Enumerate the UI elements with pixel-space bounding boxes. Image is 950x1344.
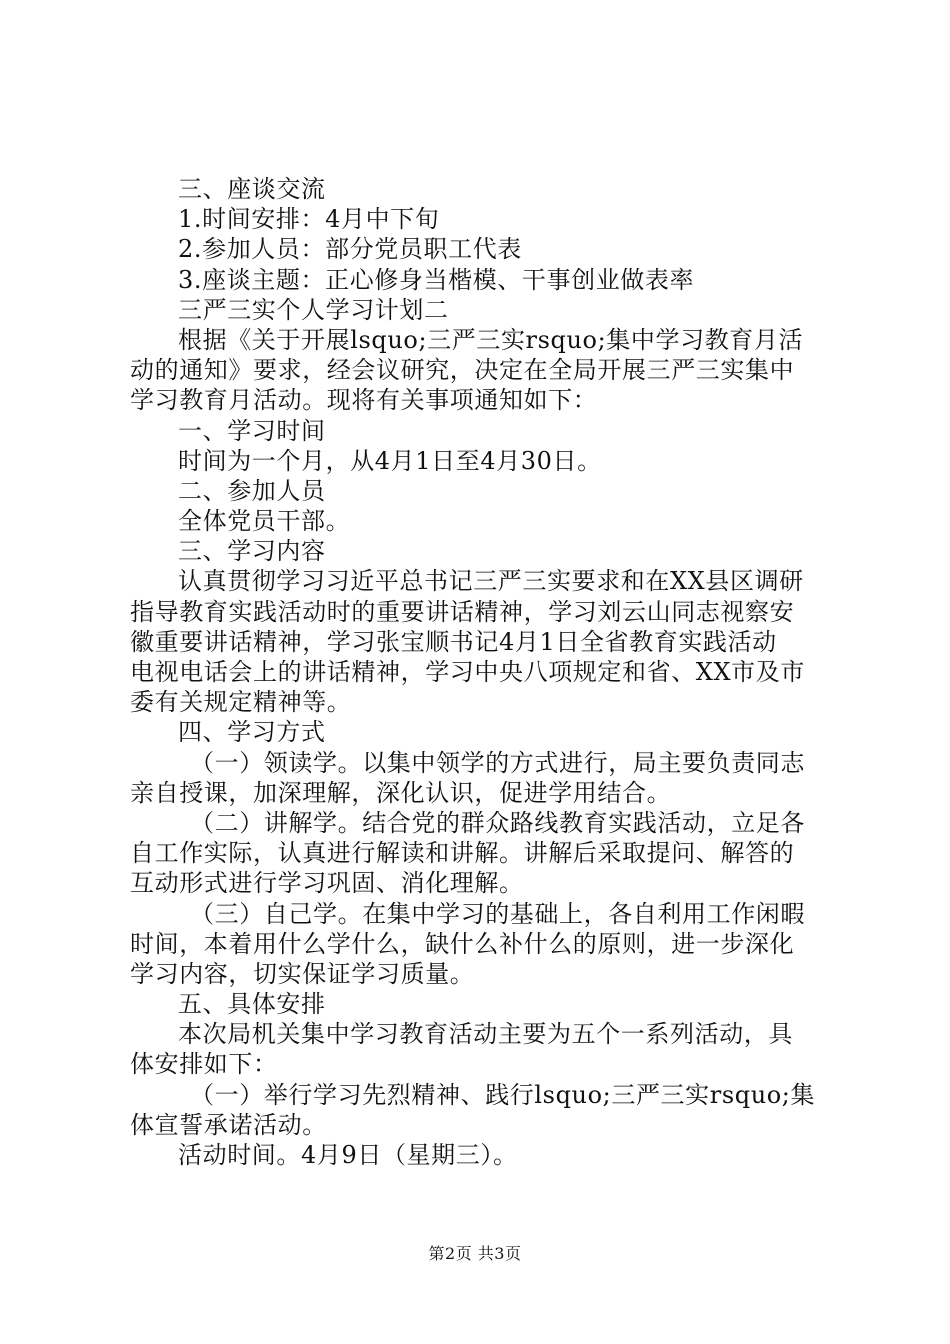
text-line: 三、座谈交流 xyxy=(178,175,326,203)
text-line: 电视电话会上的讲话精神，学习中央八项规定和省、XX市及市 xyxy=(130,658,805,686)
text-line: 时间为一个月，从4月1日至4月30日。 xyxy=(178,446,602,475)
text-line: 3.座谈主题：正心修身当楷模、干事创业做表率 xyxy=(178,265,695,294)
text-line: 三、学习内容 xyxy=(178,537,326,566)
text-line: 三严三实个人学习计划二 xyxy=(178,295,449,324)
document-body xyxy=(130,174,830,1170)
text-line: 亲自授课，加深理解，深化认识，促进学用结合。 xyxy=(130,778,672,807)
text-line: （二）讲解学。结合党的群众路线教育实践活动，立足各 xyxy=(190,808,805,837)
text-line: 一、学习时间 xyxy=(178,416,326,445)
text-line: 徽重要讲话精神，学习张宝顺书记4月1日全省教育实践活动 xyxy=(130,627,777,656)
text-line: 自工作实际，认真进行解读和讲解。讲解后采取提问、解答的 xyxy=(130,839,795,868)
page-footer xyxy=(0,1244,950,1264)
text-line: 根据《关于开展lsquo;三严三实rsquo;集中学习教育月活 xyxy=(178,325,804,354)
text-line: 动的通知》要求，经会议研究，决定在全局开展三严三实集中 xyxy=(130,356,795,385)
text-line: 五、具体安排 xyxy=(178,990,326,1019)
page-number-label: 第2页 共3页 xyxy=(428,1244,522,1263)
text-line: （一）领读学。以集中领学的方式进行，局主要负责同志 xyxy=(190,748,805,777)
text-line: 互动形式进行学习巩固、消化理解。 xyxy=(130,869,524,898)
text-line: 学习内容，切实保证学习质量。 xyxy=(130,959,475,988)
text-line: 学习教育月活动。现将有关事项通知如下： xyxy=(130,386,598,415)
text-line: 1.时间安排：4月中下旬 xyxy=(178,205,440,234)
text-line: 活动时间。4月9日（星期三）。 xyxy=(178,1141,518,1169)
text-line: 指导教育实践活动时的重要讲话精神，学习刘云山同志视察安 xyxy=(130,597,795,626)
text-line: 全体党员干部。 xyxy=(178,507,351,536)
text-line: 二、参加人员 xyxy=(178,476,326,505)
text-line: 本次局机关集中学习教育活动主要为五个一系列活动，具 xyxy=(178,1020,793,1049)
text-line: 2.参加人员：部分党员职工代表 xyxy=(178,235,522,264)
text-line: 时间，本着用什么学什么，缺什么补什么的原则，进一步深化 xyxy=(130,929,795,958)
text-line: 体宣誓承诺活动。 xyxy=(130,1110,327,1139)
text-line: 四、学习方式 xyxy=(178,718,326,747)
text-line: 体安排如下： xyxy=(130,1050,278,1079)
text-line: 委有关规定精神等。 xyxy=(130,688,352,717)
text-line: （一）举行学习先烈精神、践行lsquo;三严三实rsquo;集 xyxy=(190,1080,816,1109)
text-line: 认真贯彻学习习近平总书记三严三实要求和在XX县区调研 xyxy=(178,567,804,596)
text-line: （三）自己学。在集中学习的基础上，各自利用工作闲暇 xyxy=(190,899,805,928)
